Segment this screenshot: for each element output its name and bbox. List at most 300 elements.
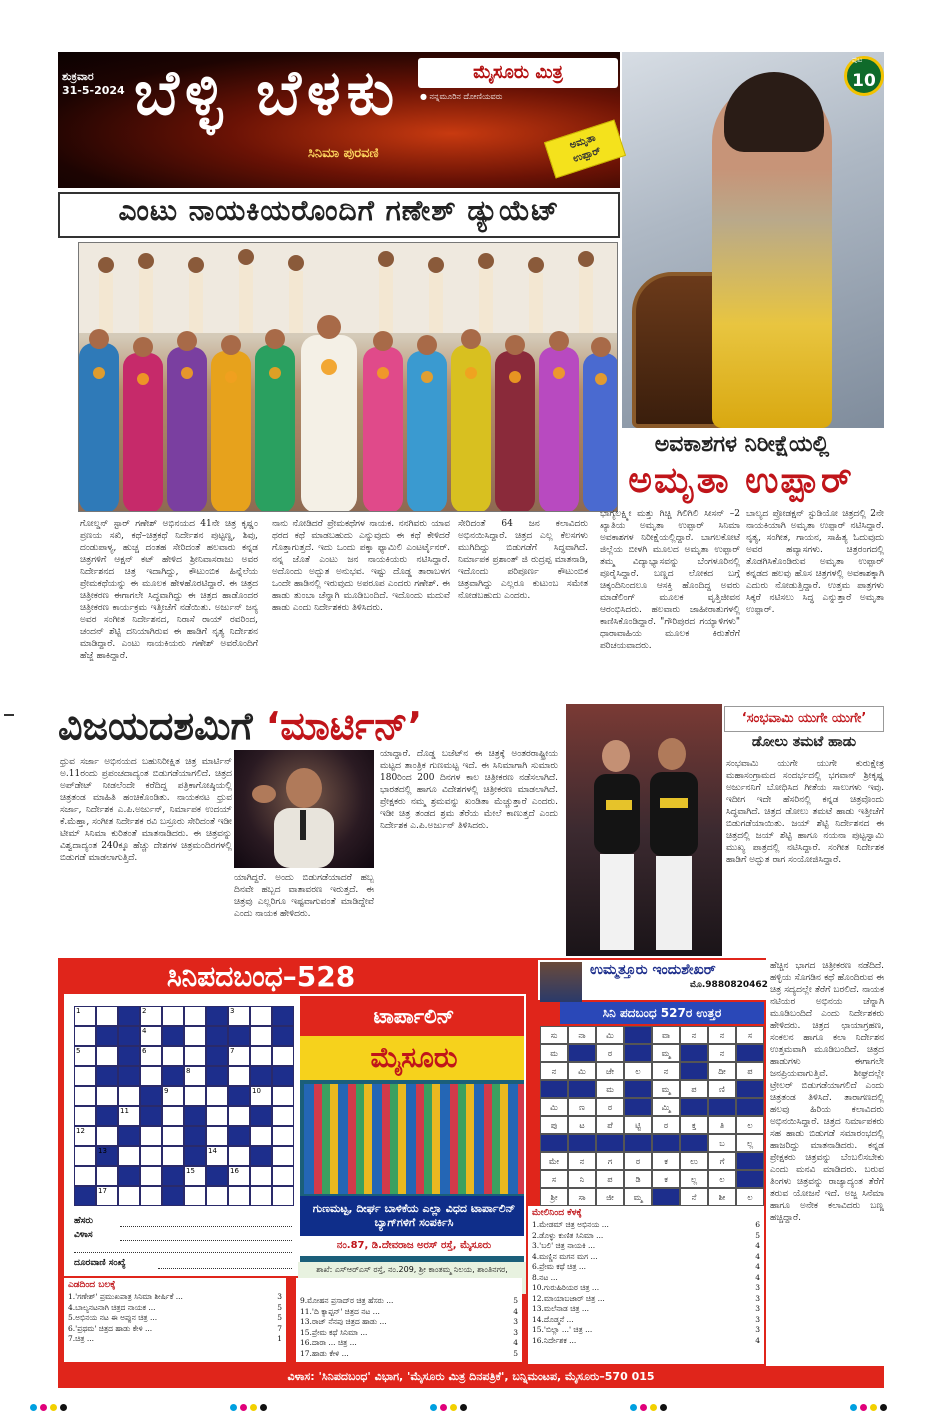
registration-dot — [250, 1404, 257, 1411]
crossword-cell[interactable] — [272, 1146, 294, 1166]
crossword-cell — [96, 1066, 118, 1086]
ad-bags-photo — [304, 1084, 524, 1194]
answer-cell: ನ — [652, 1062, 680, 1080]
registration-dot — [660, 1404, 667, 1411]
clue-text: 17.ಹಾಡು ಕೇಳಿ ... — [300, 1348, 349, 1358]
crossword-clue-number: 15 — [186, 1167, 195, 1175]
answer-cell — [680, 1062, 708, 1080]
clue-item — [68, 1303, 282, 1314]
clue-item — [68, 1334, 282, 1345]
clue-item — [68, 1292, 282, 1303]
form-name-line[interactable] — [120, 1226, 292, 1227]
ad-title-top: ಟಾರ್ಪಾಲಿನ್ — [300, 996, 526, 1036]
clues-across — [64, 1278, 286, 1362]
answer-cell — [736, 1098, 764, 1116]
couple-photo-art — [566, 704, 722, 956]
group-photo-art — [79, 243, 618, 512]
answer-cell: ತಿ — [708, 1116, 736, 1134]
answer-cell: ನ — [680, 1026, 708, 1044]
crossword-cell[interactable] — [272, 1126, 294, 1146]
masthead-subtitle: ಸಿನಿಮಾ ಪುರವಣಿ — [308, 146, 379, 161]
crossword-cell[interactable] — [96, 1046, 118, 1066]
answer-cell: ನ — [708, 1026, 736, 1044]
crossword-cell[interactable] — [140, 1126, 162, 1146]
crossword-grid[interactable] — [74, 1006, 294, 1206]
clue-text: 2.ಡೊಳ್ಳು ಕುಣಿತ ಸಿನಿಮಾ ... — [532, 1230, 604, 1240]
answer-cell — [568, 1080, 596, 1098]
answer-cell: ಸ — [736, 1026, 764, 1044]
form-name-label: ಹೆಸರು — [74, 1216, 93, 1226]
clue-text: 14.ದೊಡ್ಮನೆ ... — [532, 1314, 574, 1324]
answer-cell: ಗೆ — [708, 1152, 736, 1170]
answer-cell: ಮಿ — [540, 1098, 568, 1116]
brand-name: ಮೈಸೂರು ಮಿತ್ರ — [418, 58, 618, 88]
ad-address: ನಂ.87, ಡಿ.ದೇವರಾಜ ಅರಸ್ ರಸ್ತೆ, ಮೈಸೂರು — [300, 1236, 526, 1256]
footer-address: ವಿಳಾಸ: 'ಸಿನಿಪದಬಂಧ' ವಿಭಾಗ, 'ಮೈಸೂರು ಮಿತ್ರ ದಿನಪತ್ರಿಕೆ', ಬನ್ನಿಮಂಟಪ, ಮೈಸೂರು–570 015 — [58, 1366, 884, 1388]
clue-text: 11.'ದಿ ಕ್ಯಾಪ್ಟನ್' ಚಿತ್ರದ ನಟ ... — [300, 1306, 380, 1316]
clue-item — [532, 1241, 760, 1252]
middle-clue-list — [296, 1278, 522, 1359]
crossword-cell[interactable] — [206, 1086, 228, 1106]
clue-length: 6 — [755, 1220, 760, 1229]
crossword-cell[interactable] — [74, 1086, 96, 1106]
answer-cell: ಸಾ — [568, 1188, 596, 1206]
ad-branch: ಶಾಖೆ: ಎಸ್‌ಆರ್‌ಎಸ್ ರಸ್ತೆ, ನಂ.209, ಶ್ರೀ ಕಾಂತಮ್ಮ ನಿಲಯ, ಶಾಂತಿನಗರ, — [298, 1262, 526, 1294]
crossword-cell — [228, 1086, 250, 1106]
answer-cell: ಸ — [540, 1170, 568, 1188]
crossword-cell[interactable] — [118, 1186, 140, 1206]
registration-dot — [60, 1404, 67, 1411]
crossword-cell[interactable] — [272, 1166, 294, 1186]
clue-item — [300, 1328, 518, 1339]
crossword-cell — [184, 1126, 206, 1146]
crossword-cell[interactable] — [250, 1126, 272, 1146]
crossword-clue-number: 10 — [252, 1087, 261, 1095]
answer-cell: ನೆ — [680, 1188, 708, 1206]
crossword-cell[interactable] — [184, 1046, 206, 1066]
crossword-cell[interactable] — [228, 1186, 250, 1206]
clue-text: 4.ಬಾಲ್ಯನಟನಾಗಿ ಚಿತ್ರದ ನಾಯಕ ... — [68, 1302, 156, 1312]
answer-cell: ರ — [624, 1152, 652, 1170]
crossword-cell[interactable] — [162, 1006, 184, 1026]
clue-text: 1.ಮೇಡಮ್ ಚಿತ್ರ ಅಭಿನಯ ... — [532, 1220, 609, 1229]
clue-length: 5 — [513, 1296, 518, 1305]
crossword-cell — [162, 1186, 184, 1206]
clue-text: 5.ಅಭಿನಯ ನಟ ಈ ಅಪ್ಪುನ ಚಿತ್ರ ... — [68, 1313, 158, 1322]
clue-item — [532, 1336, 760, 1347]
answer-cell — [568, 1134, 596, 1152]
registration-dot — [30, 1404, 37, 1411]
crossword-cell[interactable] — [206, 1186, 228, 1206]
registration-dot — [870, 1404, 877, 1411]
martin-story-col2: ಯಾಗಿದ್ದರೆ. ಅಂದು ಬಿಡುಗಡೆಯಾದರೆ ಹಬ್ಬ ದಿನವೇ ಹಬ್ಬದ ವಾತಾವರಣ ಇರುತ್ತದೆ. ಈ ಚಿತ್ರವು ಎಲ್ಲರಿಗೂ ಇಷ್ಟವಾಗುವಂತೆ ಮಾಡಿದ್ದೇವೆ ಎಂದು ನಾಯಕ ಹೇಳಿದರು. — [234, 873, 374, 919]
crossword-cell[interactable] — [74, 1026, 96, 1046]
crossword-cell — [272, 1006, 294, 1026]
crossword-cell — [96, 1026, 118, 1046]
crossword-cell[interactable] — [96, 1166, 118, 1186]
clue-item — [532, 1294, 760, 1305]
crossword-cell[interactable] — [272, 1106, 294, 1126]
crossword-cell[interactable] — [250, 1166, 272, 1186]
crossword-cell[interactable] — [118, 1086, 140, 1106]
answer-cell: ಮ್ಮ — [652, 1080, 680, 1098]
crossword-cell[interactable] — [206, 1106, 228, 1126]
crossword-cell[interactable] — [272, 1186, 294, 1206]
crossword-cell — [118, 1166, 140, 1186]
clue-length: 4 — [513, 1306, 518, 1316]
crossword-cell[interactable] — [140, 1166, 162, 1186]
ganesh-group-photo — [78, 242, 618, 512]
crossword-cell[interactable] — [140, 1146, 162, 1166]
crossword-cell — [118, 1026, 140, 1046]
answer-cell: ಗ — [596, 1152, 624, 1170]
answer-cell: ಶೀ — [708, 1188, 736, 1206]
ganesh-story-col2: ನಾನು ನೋಡಿದರೆ ಪ್ರೇಮಕಥೆಗಳ ನಾಯಕ. ನನಗಿವರು ಯಾವ ಥರದ ಕಥೆ ಮಾಡಬಹುದು ಎನ್ನುವುದು ಈ ಕಥೆ ಕೇಳಿದರೆ ಗೊತ್ತಾಗುತ್ತದೆ. ಇದು ಒಂದು ಪಕ್ಕಾ ಫ್ಯಾಮಿಲಿ ಎಂಟರ್ಟೈನರ್. ನನ್ನ ಜೊತೆ ಎಂಟು ಜನ ನಾಯಕಿಯರು ನಟಿಸಿದ್ದಾರೆ. ಅದೊಂದು ಅದ್ಭುತ ಅನುಭವ. ಇಷ್ಟು ದೊಡ್ಡ ತಾರಾಬಳಗ ಒಂದೇ ಹಾಡಿನಲ್ಲಿ ಇರುವುದು ಅಪರೂಪ ಎಂದರು ಗಣೇಶ್. ಈ ಹಾಡು ತುಂಬಾ ಚೆನ್ನಾಗಿ ಮೂಡಿಬಂದಿದೆ. ಇದೊಂದು ಮದುವೆ ಹಾಡು ಎಂದು ನಿರ್ದೇಶಕರು ತಿಳಿಸಿದರು. — [272, 519, 450, 613]
crossword-cell[interactable] — [228, 1106, 250, 1126]
answer-cell: ಡಿ — [624, 1170, 652, 1188]
answer-cell — [624, 1080, 652, 1098]
registration-dot — [430, 1404, 437, 1411]
ganesh-story-col1: ಗೋಲ್ಡನ್ ಸ್ಟಾರ್ ಗಣೇಶ್ ಅಭಿನಯದ 41ನೇ ಚಿತ್ರ ಕೃಷ್ಣಂ ಪ್ರಣಯ ಸಖಿ, ಕಥೆ–ಚಿತ್ರಕಥೆ ನಿರ್ದೇಶನ ಪುಟ್ಟಣ್ಣ, ಶಿವು, ದಂಡುಪಾಳ್ಯ, ಹುಚ್ಚ ದಂತಹ ಸೇರಿದಂತೆ ಹಲವಾರು ಕನ್ನಡ ಚಿತ್ರಗಳಿಗೆ ಆಕ್ಷನ್ ಕಟ್ ಹೇಳಿದ ಶ್ರೀನಿವಾಸರಾಜು ಅವರ ನಿರ್ದೇಶನದ ಚಿತ್ರ ಇದಾಗಿದ್ದು, ಕೌಟುಂಬಿಕ ಹಿನ್ನೆಲೆಯ ಪ್ರೇಮಕಥೆಯನ್ನು ಈ ಮೂಲಕ ಹೇಳಹೊರಟಿದ್ದಾರೆ. ಈ ಚಿತ್ರದ ಚಿತ್ರೀಕರಣ ಈಗಾಗಲೇ ಸಿದ್ಧವಾಗಿದ್ದು ಈ ಚಿತ್ರದ ಹಾಡೊಂದರ ಚಿತ್ರೀಕರಣ ಕಾರ್ಯಕ್ರಮ ಇತ್ತೀಚೆಗೆ ನಡೆಯಿತು. ಅರ್ಜುನ್ ಜನ್ಯ ಅವರ ಸಂಗೀತ ನಿರ್ದೇಶನದ, ನಿರಾಸೆ ರಾಯ್ ರವರಿಂದ, ಚಂದನ್ ಶೆಟ್ಟಿ ದನಿಯಾಗಿರುವ ಈ ಹಾಡಿಗೆ ನೃತ್ಯ ನಿರ್ದೇಶನ ಮಾಡಿದ್ದಾರೆ. ಎಂಟು ನಾಯಕಿಯರು ಗಣೇಶ್ ಅವರೊಂದಿಗೆ ಹೆಜ್ಜೆ ಹಾಕಿದ್ದಾರೆ. — [80, 519, 258, 661]
model-hair — [724, 72, 824, 152]
clue-text: 16.ದಾರಾ ... ಚಿತ್ರ ... — [300, 1338, 357, 1347]
crossword-cell[interactable] — [250, 1026, 272, 1046]
crossword-cell[interactable] — [162, 1106, 184, 1126]
amrutha-photo — [622, 52, 884, 428]
crossword-cell — [250, 1106, 272, 1126]
clue-length: 4 — [755, 1241, 760, 1250]
crossword-cell[interactable] — [228, 1066, 250, 1086]
down-heading: ಮೇಲಿನಿಂದ ಕೆಳಕ್ಕೆ — [532, 1208, 582, 1218]
answer-cell: ಲ್ಲ — [736, 1134, 764, 1152]
ad-slogan: ಗುಣಮಟ್ಟ, ದೀರ್ಘ ಬಾಳಿಕೆಯ ಎಲ್ಲಾ ವಿಧದ ಟಾರ್ಪಾಲಿನ್ ಬ್ಯಾಗ್‌ಗಳಿಗೆ ಸಂಪರ್ಕಿಸಿ — [300, 1196, 526, 1236]
answer-cell: ಪ — [680, 1080, 708, 1098]
crossword-cell — [74, 1186, 96, 1206]
answer-cell: ರ — [596, 1098, 624, 1116]
crossword-cell[interactable] — [228, 1146, 250, 1166]
answer-cell: ನಾ — [568, 1026, 596, 1044]
clue-text: 4.ಮಣ್ಣಿನ ಮಗನ ಮಗ ... — [532, 1251, 598, 1261]
crossword-cell[interactable] — [74, 1106, 96, 1126]
clue-text: 12.ಮಾಯಾಬಜಾರ್ ಚಿತ್ರ ... — [532, 1293, 605, 1303]
martin-story-col1: ಧ್ರುವ ಸರ್ಜಾ ಅಭಿನಯದ ಬಹುನಿರೀಕ್ಷಿತ ಚಿತ್ರ ಮಾರ್ಟಿನ್ ಅ.11ರಂದು ಪ್ರಪಂಚದಾದ್ಯಂತ ಬಿಡುಗಡೆಯಾಗಲಿದೆ. ಚಿತ್ರದ ಅಪ್‌ಡೇಟ್ ನೀಡಲೆಂದೇ ಕರೆದಿದ್ದ ಪತ್ರಿಕಾಗೋಷ್ಠಿಯಲ್ಲಿ ಚಿತ್ರತಂಡ ಮಾಹಿತಿ ಹಂಚಿಕೊಂಡಿತು. ನಾಯಕನಟ ಧ್ರುವ ಸರ್ಜಾ, ನಿರ್ದೇಶಕ ಎ.ಪಿ.ಅರ್ಜುನ್, ನಿರ್ಮಾಪಕ ಉದಯ್ ಕೆ.ಮೆಹ್ತಾ, ಸಂಗೀತ ನಿರ್ದೇಶಕ ರವಿ ಬಸ್ರೂರು ಸೇರಿದಂತೆ ಇಡೀ ಟೀಮ್ ಸಿನಿಮಾ ಕುರಿತಂತೆ ಮಾತನಾಡಿದರು. ಈ ಚಿತ್ರವನ್ನು ವಿಶ್ವದಾದ್ಯಂತ 240ಕ್ಕೂ ಹೆಚ್ಚು ದೇಶಗಳ ಚಿತ್ರಮಂದಿರಗಳಲ್ಲಿ ಬಿಡುಗಡೆ ಮಾಡಲಾಗುತ್ತಿದೆ. — [60, 757, 232, 863]
clue-text: 3.'ಬಲಿ' ಚಿತ್ರ ನಾಯಕಿ ... — [532, 1241, 596, 1250]
registration-dot — [260, 1404, 267, 1411]
clue-length: 3 — [755, 1293, 760, 1303]
clue-length: 3 — [755, 1283, 760, 1292]
registration-dot — [440, 1404, 447, 1411]
crossword-cell — [206, 1006, 228, 1026]
crossword-cell[interactable] — [74, 1166, 96, 1186]
answer-cell: ಲ — [624, 1062, 652, 1080]
tarpaulin-ad — [298, 994, 526, 1276]
crossword-cell — [206, 1066, 228, 1086]
answer-cell: ಮ್ಮ — [652, 1044, 680, 1062]
clue-item — [300, 1307, 518, 1318]
answer-cell: ಪು — [540, 1116, 568, 1134]
sambhavami-story-col1: ಸಂಭವಾಮಿ ಯುಗೇ ಯುಗೇ ಕುರುಕ್ಷೇತ್ರ ಮಹಾಸಂಗ್ರಾಮದ ಸಂದರ್ಭದಲ್ಲಿ ಭಗವಾನ್ ಶ್ರೀಕೃಷ್ಣ ಅರ್ಜುನನಿಗೆ ಬೋಧಿಸಿದ ಗೀತೆಯ ಸಾಲುಗಳು ಇವು. ಇದೀಗ ಇದೇ ಹೆಸರಿನಲ್ಲಿ ಕನ್ನಡ ಚಿತ್ರವೊಂದು ಸಿದ್ಧವಾಗಿದೆ. ಚಿತ್ರದ ಡೋಲು ತಮಟೆ ಹಾಡು ಇತ್ತೀಚೆಗೆ ಬಿಡುಗಡೆಯಾಯಿತು. ಜಯ್ ಶೆಟ್ಟಿ ನಿರ್ದೇಶನದ ಈ ಚಿತ್ರದಲ್ಲಿ ಜಯ್ ಶೆಟ್ಟಿ ಹಾಗೂ ನಯನಾ ಪುಟ್ಟಸ್ವಾಮಿ ಮುಖ್ಯ ಪಾತ್ರದಲ್ಲಿ ನಟಿಸಿದ್ದಾರೆ. ಸಂಗೀತ ನಿರ್ದೇಶಕ ಹಾಡಿಗೆ ಅದ್ಭುತ ರಾಗ ಸಂಯೋಜಿಸಿದ್ದಾರೆ. — [726, 759, 884, 865]
crossword-cell[interactable] — [74, 1146, 96, 1166]
martin-story-col3: ಯಾದ್ದಾರೆ. ದೊಡ್ಡ ಬಜೆಟ್‌ನ ಈ ಚಿತ್ರಕ್ಕೆ ಅಂತರರಾಷ್ಟ್ರೀಯ ಮಟ್ಟದ ತಾಂತ್ರಿಕ ಗುಣಮಟ್ಟ ಇದೆ. ಈ ಸಿನಿಮಾಗಾಗಿ ಸುಮಾರು 180ರಿಂದ 200 ದಿನಗಳ ಕಾಲ ಚಿತ್ರೀಕರಣ ನಡೆಸಲಾಗಿದೆ. ಭಾರತದಲ್ಲಿ ಹಾಗೂ ವಿದೇಶಗಳಲ್ಲಿ ಚಿತ್ರೀಕರಣ ಮಾಡಲಾಗಿದೆ. ಪ್ರೇಕ್ಷಕರು ನಮ್ಮ ಶ್ರಮವನ್ನು ಖಂಡಿತಾ ಮೆಚ್ಚುತ್ತಾರೆ ಎಂದರು. ಇಡೀ ಚಿತ್ರ ತಂಡದ ಶ್ರಮ ತೆರೆಯ ಮೇಲೆ ಕಾಣುತ್ತದೆ ಎಂದು ನಿರ್ದೇಶಕ ಎ.ಪಿ.ಅರ್ಜುನ್ ತಿಳಿಸಿದರು. — [380, 749, 558, 831]
clue-item — [532, 1252, 760, 1263]
crossword-clue-number: 8 — [186, 1067, 191, 1075]
registration-dot — [50, 1404, 57, 1411]
answer-cell — [708, 1098, 736, 1116]
registration-dots — [30, 1404, 915, 1414]
crossword-cell — [96, 1106, 118, 1126]
sambhavami-headline: ‘ಸಂಭವಾಮಿ ಯುಗೇ ಯುಗೇ’ — [724, 706, 884, 732]
answer-grid — [540, 1026, 764, 1206]
answer-cell — [680, 1134, 708, 1152]
crossword-cell — [118, 1006, 140, 1026]
answer-cell: ರ — [652, 1116, 680, 1134]
across-list — [64, 1292, 286, 1345]
crossword-cell[interactable] — [184, 1006, 206, 1026]
answer-cell — [624, 1134, 652, 1152]
form-address-line[interactable] — [120, 1240, 292, 1241]
crossword-cell[interactable] — [118, 1146, 140, 1166]
crossword-cell — [184, 1146, 206, 1166]
crossword-cell — [206, 1166, 228, 1186]
answer-cell: ಜೇ — [596, 1062, 624, 1080]
registration-mark — [4, 714, 14, 716]
clue-item — [300, 1296, 518, 1307]
sambhavami-subheadline: ಡೋಲು ತಮಟೆ ಹಾಡು — [751, 734, 857, 750]
clue-text: 8.ನಟ ... — [532, 1272, 558, 1282]
crossword-cell — [140, 1106, 162, 1126]
registration-dot — [880, 1404, 887, 1411]
crossword-cell — [272, 1066, 294, 1086]
clue-text: 9.ಮೋಹನ ಪ್ರಸಾದ್‌ರ ಚಿತ್ರ ಹೆಸರು ... — [300, 1296, 394, 1305]
crossword-clue-number: 11 — [120, 1107, 129, 1115]
page-number-badge: 10 — [844, 56, 884, 96]
crossword-cell — [162, 1066, 184, 1086]
crossword-cell[interactable] — [96, 1086, 118, 1106]
clue-length: 4 — [755, 1272, 760, 1282]
answer-cell: ಣಿ — [708, 1080, 736, 1098]
crossword-cell[interactable] — [184, 1086, 206, 1106]
crossword-cell[interactable] — [162, 1046, 184, 1066]
winner-phone: ಮೊ.9880820462 — [690, 980, 768, 990]
answer-cell: ಲು — [680, 1152, 708, 1170]
answer-cell: ಲ — [736, 1188, 764, 1206]
crossword-cell[interactable] — [96, 1126, 118, 1146]
clue-length: 5 — [277, 1313, 282, 1322]
crossword-cell[interactable] — [250, 1046, 272, 1066]
crossword-cell — [272, 1026, 294, 1046]
amrutha-headline-top: ಅವಕಾಶಗಳ ನಿರೀಕ್ಷೆಯಲ್ಲಿ — [654, 432, 830, 457]
answer-cell — [624, 1098, 652, 1116]
crossword-cell[interactable] — [206, 1126, 228, 1146]
clue-length: 3 — [277, 1292, 282, 1301]
crossword-cell[interactable] — [250, 1186, 272, 1206]
clue-item — [300, 1317, 518, 1328]
answer-cell — [568, 1044, 596, 1062]
answer-cell: ಜೀ — [596, 1188, 624, 1206]
answer-cell: ಲ — [708, 1170, 736, 1188]
answer-cell — [680, 1098, 708, 1116]
answer-cell — [736, 1044, 764, 1062]
sambhavami-story-col2: ಹೆಚ್ಚಿನ ಭಾಗದ ಚಿತ್ರೀಕರಣ ನಡೆದಿದೆ. ಹಳ್ಳಿಯ ಸೊಗಡಿನ ಕಥೆ ಹೊಂದಿರುವ ಈ ಚಿತ್ರ ಸದ್ಯದಲ್ಲೇ ತೆರೆಗೆ ಬರಲಿದೆ. ನಾಯಕ ನಟಿಯರ ಅಭಿನಯ ಚೆನ್ನಾಗಿ ಮೂಡಿಬಂದಿದೆ ಎಂದು ನಿರ್ದೇಶಕರು ಹೇಳಿದರು. ಚಿತ್ರದ ಛಾಯಾಗ್ರಹಣ, ಸಂಕಲನ ಹಾಗೂ ಕಲಾ ನಿರ್ದೇಶನ ಉತ್ತಮವಾಗಿ ಮೂಡಿಬಂದಿದೆ. ಚಿತ್ರದ ಹಾಡುಗಳು ಈಗಾಗಲೇ ಜನಪ್ರಿಯವಾಗುತ್ತಿವೆ. ಶೀಘ್ರದಲ್ಲೇ ಟ್ರೇಲರ್ ಬಿಡುಗಡೆಯಾಗಲಿದೆ ಎಂದು ಚಿತ್ರತಂಡ ತಿಳಿಸಿದೆ. ತಾರಾಗಣದಲ್ಲಿ ಹಲವು ಹಿರಿಯ ಕಲಾವಿದರು ಅಭಿನಯಿಸಿದ್ದಾರೆ. ಚಿತ್ರದ ನಿರ್ಮಾಪಕರು ಸಹ ಹಾಡು ಬಿಡುಗಡೆ ಸಮಾರಂಭದಲ್ಲಿ ಹಾಜರಿದ್ದು ಮಾತನಾಡಿದರು. ಕನ್ನಡ ಪ್ರೇಕ್ಷಕರು ಚಿತ್ರವನ್ನು ಬೆಂಬಲಿಸಬೇಕು ಎಂದು ಮನವಿ ಮಾಡಿದರು. ಬರುವ ತಿಂಗಳು ಚಿತ್ರವನ್ನು ರಾಜ್ಯಾದ್ಯಂತ ತೆರೆಗೆ ತರುವ ಯೋಜನೆ ಇದೆ. ಅಜ್ಜ ಸಿನೆಮಾ ಹಾಗೂ ಅನೇಕ ಕಲಾವಿದರು ಬಣ್ಣ ಹಚ್ಚಿದ್ದಾರೆ. — [770, 961, 884, 1223]
page-label: ಪುಟ — [852, 56, 863, 64]
crossword-cell — [140, 1086, 162, 1106]
crossword-cell[interactable] — [140, 1186, 162, 1206]
answer-cell — [736, 1152, 764, 1170]
crossword-cell — [118, 1046, 140, 1066]
crossword-clue-number: 1 — [76, 1007, 81, 1015]
across-heading: ಎಡದಿಂದ ಬಲಕ್ಕೆ — [68, 1280, 116, 1290]
answer-cell — [652, 1134, 680, 1152]
answer-cell: ಮಿ — [596, 1026, 624, 1044]
crossword-clue-number: 16 — [230, 1167, 239, 1175]
clue-item — [532, 1231, 760, 1242]
answer-cell: ಮ್ಮಿ — [652, 1098, 680, 1116]
crossword-cell — [206, 1026, 228, 1046]
clue-item — [532, 1325, 760, 1336]
clue-length: 3 — [755, 1314, 760, 1324]
entry-form — [64, 1210, 300, 1274]
answer-cell — [540, 1080, 568, 1098]
clue-text: 10.ಗುರುಹಿರಿಯರ ಚಿತ್ರ ... — [532, 1283, 600, 1292]
ganesh-story-col3: ಸೇರಿದಂತೆ 64 ಜನ ಕಲಾವಿದರು ಅಭಿನಯಿಸಿದ್ದಾರೆ. ಚಿತ್ರದ ಎಲ್ಲ ಕೆಲಸಗಳು ಮುಗಿದಿದ್ದು ಬಿಡುಗಡೆಗೆ ಸಿದ್ಧವಾಗಿದೆ. ನಿರ್ಮಾಪಕ ಪ್ರಶಾಂತ್ ಜಿ ರುದ್ರಪ್ಪ ಮಾತನಾಡಿ, ಇದೊಂದು ಪರಿಪೂರ್ಣ ಕೌಟುಂಬಿಕ ಚಿತ್ರವಾಗಿದ್ದು ಎಲ್ಲರೂ ಕುಟುಂಬ ಸಮೇತ ನೋಡಬಹುದು ಎಂದರು. — [458, 519, 588, 601]
crossword-clue-number: 3 — [230, 1007, 235, 1015]
clue-text: 15.ಪ್ರೇಮ ಕಥೆ ಸಿನಿಮಾ ... — [300, 1327, 368, 1337]
masthead-logo: ಬೆಳ್ಳಿ ಬೆಳಕು — [134, 56, 401, 129]
clue-item — [532, 1273, 760, 1284]
crossword-cell[interactable] — [272, 1086, 294, 1106]
answer-cell: ಪ — [736, 1062, 764, 1080]
clue-length: 7 — [277, 1323, 282, 1333]
crossword-cell[interactable] — [272, 1046, 294, 1066]
clue-item — [68, 1313, 282, 1324]
form-address-label: ವಿಳಾಸ — [74, 1230, 93, 1240]
registration-dot — [650, 1404, 657, 1411]
answer-cell: ಕ — [652, 1170, 680, 1188]
crossword-cell — [250, 1066, 272, 1086]
clue-text: 1.'ಗಣೇಶ್' ಪ್ರಮುಖಪಾತ್ರ ಸಿನಿಮಾ ಶೀರ್ಷಿಕೆ ... — [68, 1292, 183, 1301]
answer-cell: ಸು — [540, 1026, 568, 1044]
crossword-cell — [162, 1166, 184, 1186]
clue-length: 5 — [277, 1302, 282, 1312]
registration-dot — [240, 1404, 247, 1411]
clue-text: 13.ರಾಜ್ ನೆನಪು ಚಿತ್ರದ ಹಾಡು ... — [300, 1317, 387, 1326]
answer-cell — [624, 1044, 652, 1062]
clue-text: 6.ಪ್ರೇಮ ಕಥೆ ಚಿತ್ರ ... — [532, 1262, 587, 1271]
crossword-cell — [228, 1026, 250, 1046]
clue-text: 16.ನಿರ್ದೇಶಕ ... — [532, 1335, 577, 1345]
crossword-clue-number: 4 — [142, 1027, 147, 1035]
crossword-cell[interactable] — [140, 1066, 162, 1086]
answer-cell: ಲ್ಲ — [680, 1170, 708, 1188]
martin-headline: ವಿಜಯದಶಮಿಗೆ ‘ಮಾರ್ಟಿನ್’ — [58, 704, 423, 748]
clue-length: 4 — [755, 1262, 760, 1271]
answer-cell: ರ — [596, 1044, 624, 1062]
winner-photo — [540, 962, 582, 1002]
crossword-cell[interactable] — [250, 1006, 272, 1026]
crossword-clue-number: 5 — [76, 1047, 81, 1055]
answer-cell — [624, 1026, 652, 1044]
clue-length: 4 — [513, 1338, 518, 1347]
crossword-clue-number: 14 — [208, 1147, 217, 1155]
crossword-cell[interactable] — [96, 1006, 118, 1026]
answer-cell: ಶ್ರೀ — [540, 1188, 568, 1206]
crossword-cell[interactable] — [74, 1066, 96, 1086]
answer-cell: ಲ — [736, 1116, 764, 1134]
answer-cell: ಕ — [652, 1152, 680, 1170]
registration-dot — [40, 1404, 47, 1411]
crossword-cell — [184, 1106, 206, 1126]
crossword-title: ಸಿನಿಪದಬಂಧ–528 — [166, 960, 356, 993]
winner-name: ಉಮ್ಮತ್ತೂರು ಇಂದುಶೇಖರ್ — [590, 962, 716, 978]
answer-cell — [596, 1134, 624, 1152]
ganesh-headline: ಎಂಟು ನಾಯಕಿಯರೊಂದಿಗೆ ಗಣೇಶ್ ಡ್ಯುಯೆಟ್ — [118, 194, 560, 227]
clue-item — [532, 1315, 760, 1326]
crossword-clue-number: 13 — [98, 1147, 107, 1155]
form-address-line-2[interactable] — [74, 1252, 292, 1253]
registration-dot — [850, 1404, 857, 1411]
form-phone-line[interactable] — [158, 1268, 292, 1269]
answer-cell: ನಿ — [568, 1170, 596, 1188]
answer-cell: ಪ — [596, 1170, 624, 1188]
crossword-cell — [118, 1066, 140, 1086]
clue-length: 3 — [513, 1317, 518, 1326]
clue-item — [532, 1283, 760, 1294]
crossword-clue-number: 2 — [142, 1007, 147, 1015]
answer-cell: ಟ್ಟಿ — [624, 1116, 652, 1134]
registration-dot — [630, 1404, 637, 1411]
crossword-cell — [162, 1026, 184, 1046]
clue-text: 7.ಚಿತ್ರ ... — [68, 1334, 95, 1343]
amrutha-story-col2: ಬಾಲ್ಯದ ಪ್ರೋಡಕ್ಷನ್ ಸ್ಟುಡಿಯೋ ಚಿತ್ರದಲ್ಲಿ 2ನೇ ನಾಯಕಿಯಾಗಿ ಅಮೃತಾ ಉಪ್ಪಾರ್ ನಟಿಸಿದ್ದಾರೆ. ನೃತ್ಯ, ಸಂಗೀತ, ಗಾಯನ, ಸಾಹಿತ್ಯ ಓದುವುದು ಅವರ ಹವ್ಯಾಸಗಳು. ಚಿತ್ರರಂಗದಲ್ಲಿ ತೊಡಗಿಸಿಕೊಂಡಿರುವ ಅಮೃತಾ ಉಪ್ಪಾರ್ ಕನ್ನಡದ ಹಲವು ಹೊಸ ಚಿತ್ರಗಳಲ್ಲಿ ಅವಕಾಶಕ್ಕಾಗಿ ಎದುರು ನೋಡುತ್ತಿದ್ದಾರೆ. ಉತ್ತಮ ಪಾತ್ರಗಳು ಸಿಕ್ಕರೆ ನಟಿಸಲು ಸಿದ್ಧ ಎನ್ನುತ್ತಾರೆ ಅಮೃತಾ ಉಪ್ಪಾರ್. — [746, 509, 884, 615]
clue-item — [532, 1220, 760, 1231]
sambhavami-photo — [566, 704, 722, 956]
answer-cell: ನ — [568, 1152, 596, 1170]
answer-cell — [680, 1044, 708, 1062]
clue-length: 5 — [755, 1230, 760, 1240]
clue-length: 4 — [755, 1335, 760, 1345]
crossword-cell[interactable] — [162, 1146, 184, 1166]
answer-cell: ಮಿ — [568, 1062, 596, 1080]
clues-down — [528, 1206, 764, 1364]
clue-text: 13.ಮಲೆನಾಡ ಚಿತ್ರ ... — [532, 1304, 590, 1313]
clue-text: 6.'ಪ್ರಥಮ' ಚಿತ್ರದ ಹಾಡು ಕೇಳಿ ... — [68, 1323, 153, 1333]
down-list — [528, 1220, 764, 1346]
clue-text: 15.'ಬಿಲ್ಲಾ ...' ಚಿತ್ರ ... — [532, 1325, 593, 1334]
clue-item — [300, 1349, 518, 1360]
crossword-cell — [250, 1146, 272, 1166]
crossword-cell[interactable] — [184, 1026, 206, 1046]
clue-length: 1 — [277, 1334, 282, 1343]
clue-length: 5 — [513, 1348, 518, 1358]
amrutha-headline-main: ಅಮೃತಾ ಉಪ್ಪಾರ್ — [628, 460, 854, 501]
name-stamp: ಅಮೃತಾ ಉಪ್ಪಾರ್ — [544, 119, 626, 178]
crossword-clue-number: 12 — [76, 1127, 85, 1135]
crossword-cell[interactable] — [184, 1186, 206, 1206]
answer-cell: ದೀ — [708, 1062, 736, 1080]
clue-length: 3 — [755, 1325, 760, 1334]
crossword-cell[interactable] — [162, 1126, 184, 1146]
clues-middle — [296, 1278, 522, 1362]
registration-dot — [230, 1404, 237, 1411]
ad-title-mid: ಮೈಸೂರು — [300, 1036, 526, 1080]
form-phone-label: ದೂರವಾಣಿ ಸಂಖ್ಯೆ — [74, 1258, 126, 1268]
crossword-clue-number: 7 — [230, 1047, 235, 1055]
answer-cell — [540, 1134, 568, 1152]
brand-tagline: ● ನನ್ನಮೂರಿನ ದೋಣಿಯವರು — [420, 92, 503, 101]
answer-cell: ಪೆ — [596, 1116, 624, 1134]
masthead-date: ಶುಕ್ರವಾರ 31-5-2024 — [62, 70, 125, 97]
answer-cell: ಮ — [540, 1044, 568, 1062]
